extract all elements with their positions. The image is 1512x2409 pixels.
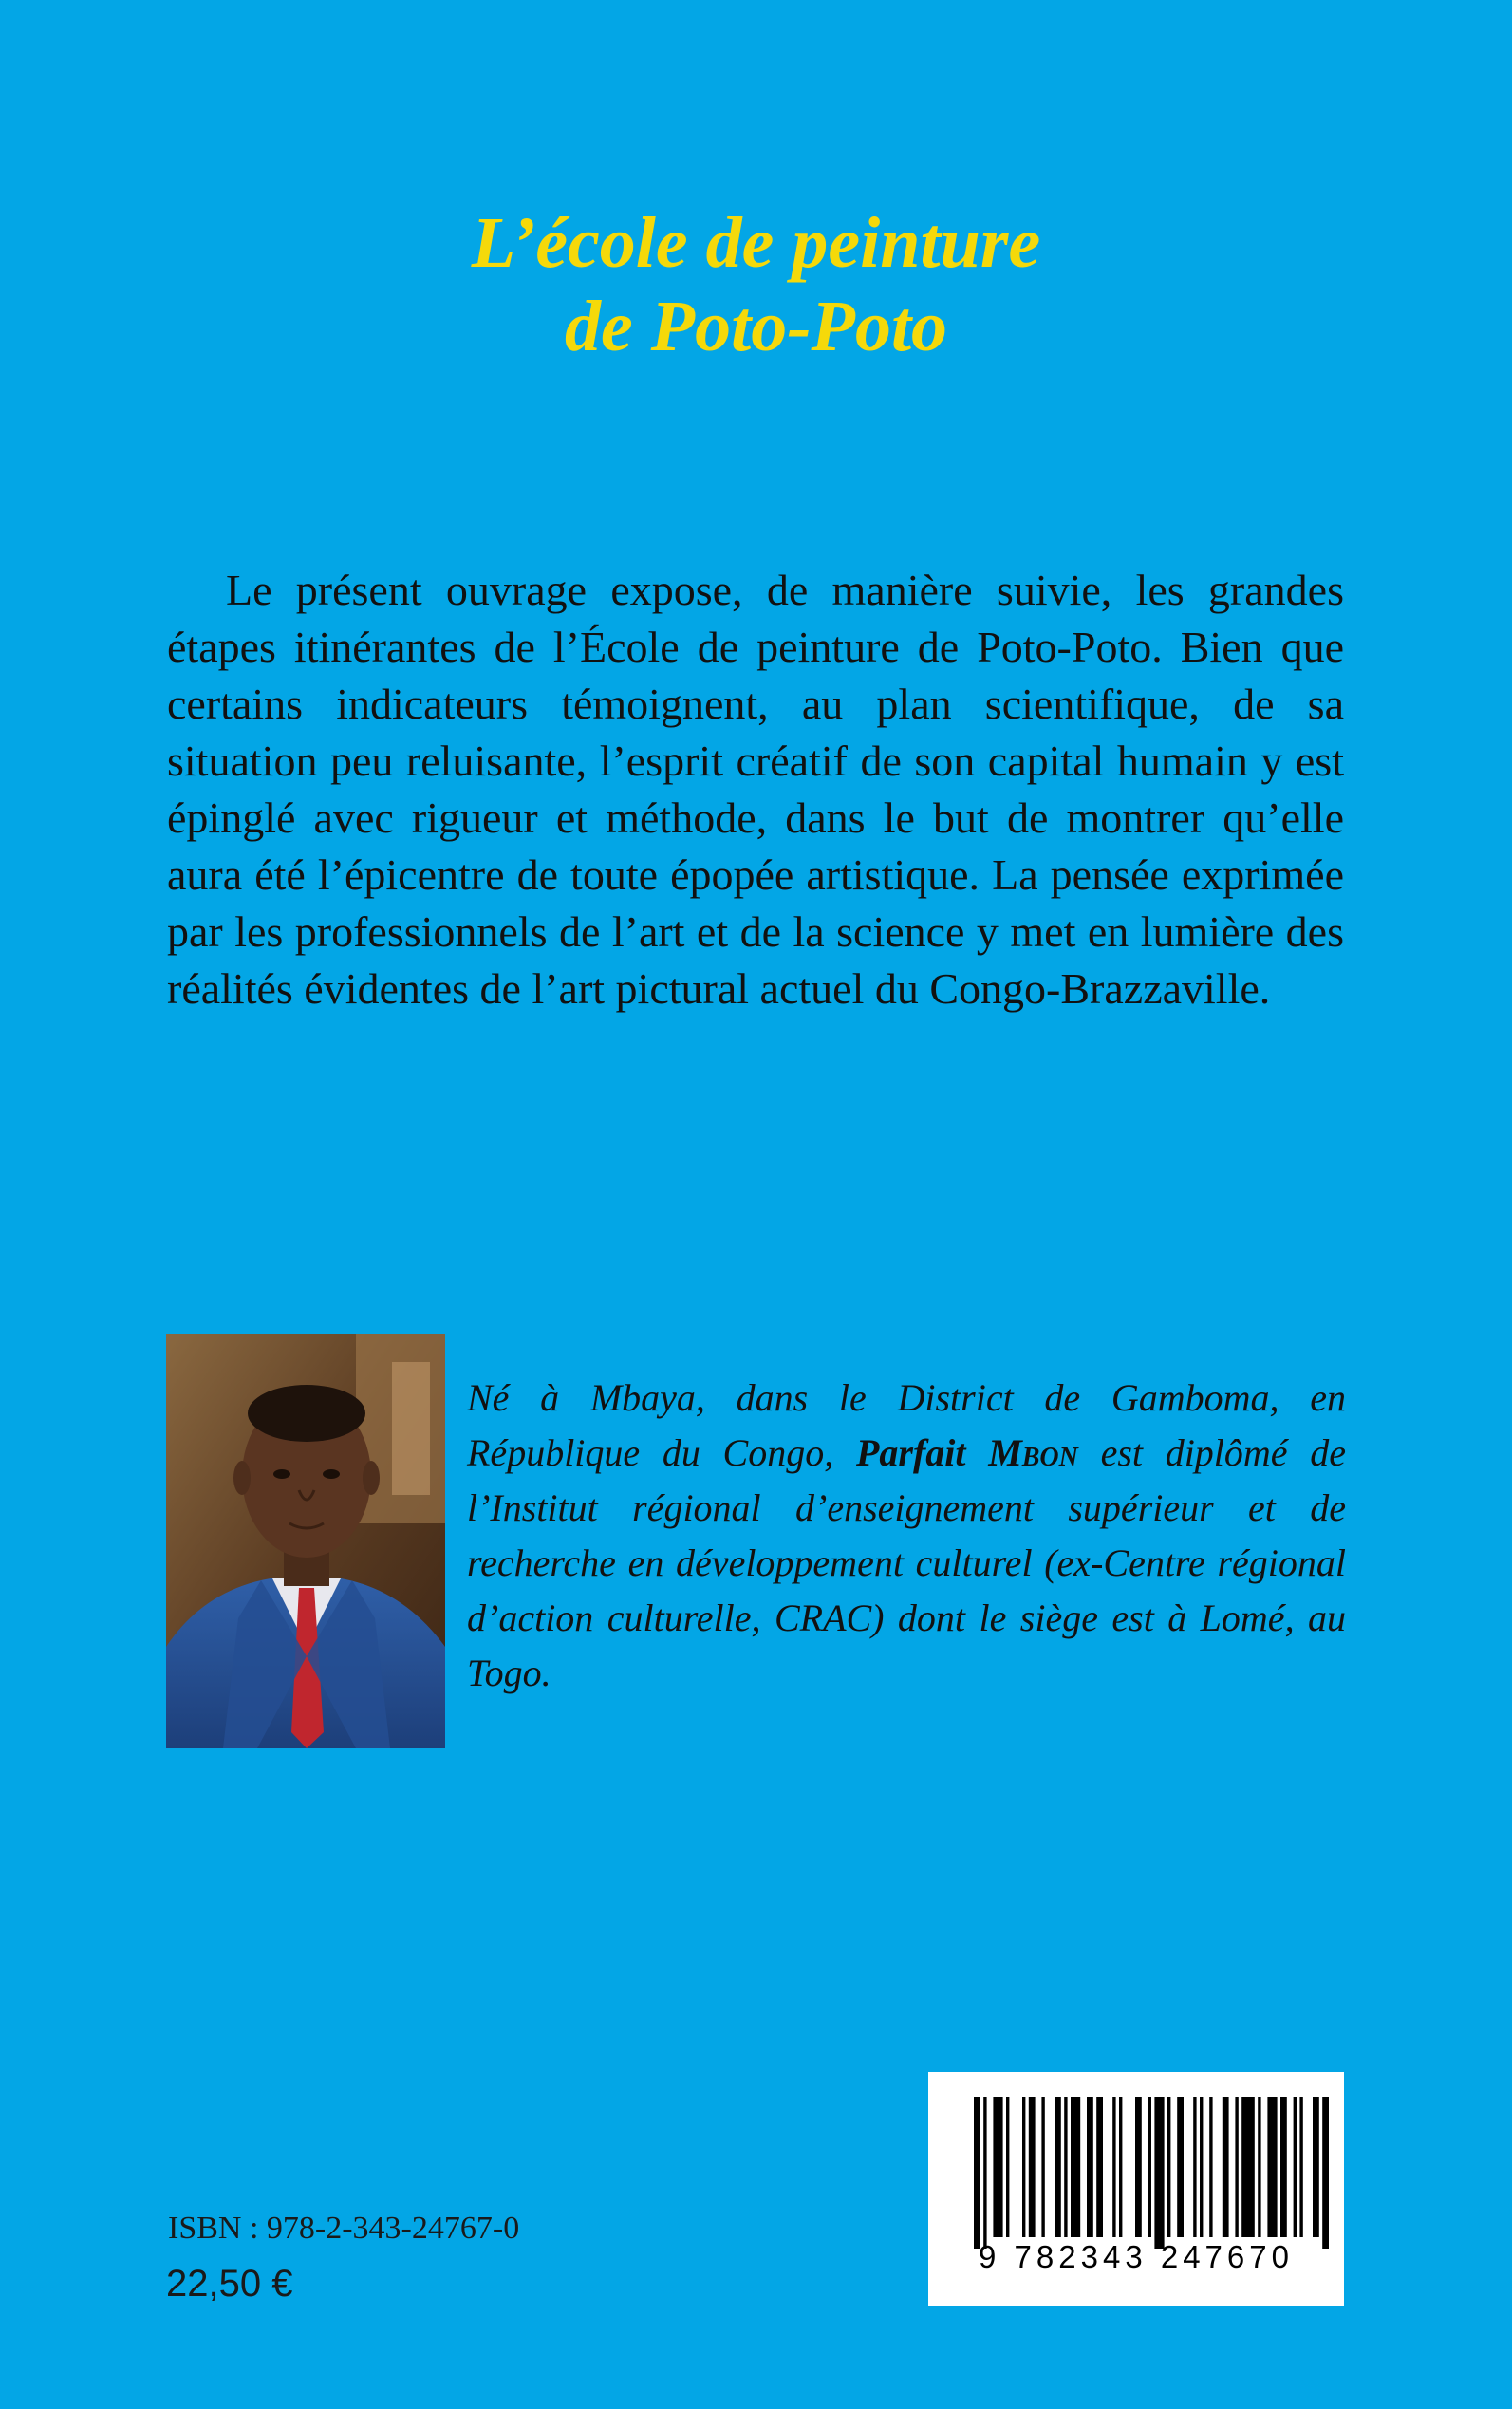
barcode-bar [1022,2097,1025,2237]
barcode-bar [1235,2097,1238,2237]
author-bio [467,1371,1346,1701]
author-name [856,1431,1078,1474]
barcode-bar [1258,2097,1260,2237]
book-title-line-2: de Poto-Poto [564,287,948,366]
barcode-bar [1267,2097,1277,2237]
barcode-bar [1006,2097,1009,2237]
author-bio-intro: Né à Mbaya, dans le District de Gamboma, en République du Congo, [467,1376,1346,1474]
book-title [0,201,1512,368]
barcode-bar [1119,2097,1122,2237]
barcode-bar [1280,2097,1287,2237]
author-last-name: Mbon [988,1431,1078,1474]
barcode-bar [1055,2097,1061,2237]
barcode-bar [1193,2097,1196,2237]
book-summary: Le présent ouvrage expose, de manière suivie, les grandes étapes itinérantes de l’École de peinture de Poto-Poto. Bien que certains indicateurs témoignent, au plan scientifique, de sa situation peu reluisante, l’esprit créatif de son capital humain y est épinglé avec rigueur et méthode, dans le but de montrer qu’elle aura été l’épicentre de toute épopée artistique. La pensée exprimée par les professionnels de l’art et de la science y met en lumière des réalités évidentes de l’art pictural actuel du Congo-Brazzaville. [167,566,1344,1013]
barcode-bar [1029,2097,1036,2237]
isbn: ISBN : 978-2-343-24767-0 [168,2211,520,2246]
barcode-bar [1200,2097,1203,2237]
barcode-bar [1135,2097,1142,2237]
price: 22,50 € [166,2263,293,2305]
author-bio-rest: est diplômé de l’Institut régional d’enseignement supérieur et de recherche en développement culturel (ex-Centre régional d’action culturelle, CRAC) dont le siège est à Lomé, au Togo. [467,1431,1347,1694]
barcode-bar [1041,2097,1044,2237]
barcode-bar [1313,2097,1319,2237]
barcode-digits: 9 782343 247670 [979,2239,1294,2274]
barcode-bar [993,2097,1002,2237]
barcode-bar [1322,2097,1329,2249]
barcode-bar [1294,2097,1297,2237]
barcode-bar [1064,2097,1067,2237]
barcode-bar [1112,2097,1115,2237]
barcode-bar [1241,2097,1255,2237]
barcode-bar [1223,2097,1229,2237]
barcode-bar [1154,2097,1164,2249]
barcode-bar [1299,2097,1302,2237]
author-photo [166,1334,445,1748]
barcode-bar [1167,2097,1170,2237]
barcode-bar [974,2097,980,2249]
author-first-name: Parfait [855,1431,989,1474]
barcode-bar [1209,2097,1212,2237]
barcode-bar [1087,2097,1093,2237]
barcode-bar [1096,2097,1103,2237]
barcode-bar [1177,2097,1184,2237]
barcode-bar [983,2097,986,2249]
barcode [928,2072,1344,2306]
barcode-bar [1071,2097,1080,2237]
barcode-bar [1148,2097,1151,2237]
book-title-line-1: L’école de peinture [471,203,1041,283]
